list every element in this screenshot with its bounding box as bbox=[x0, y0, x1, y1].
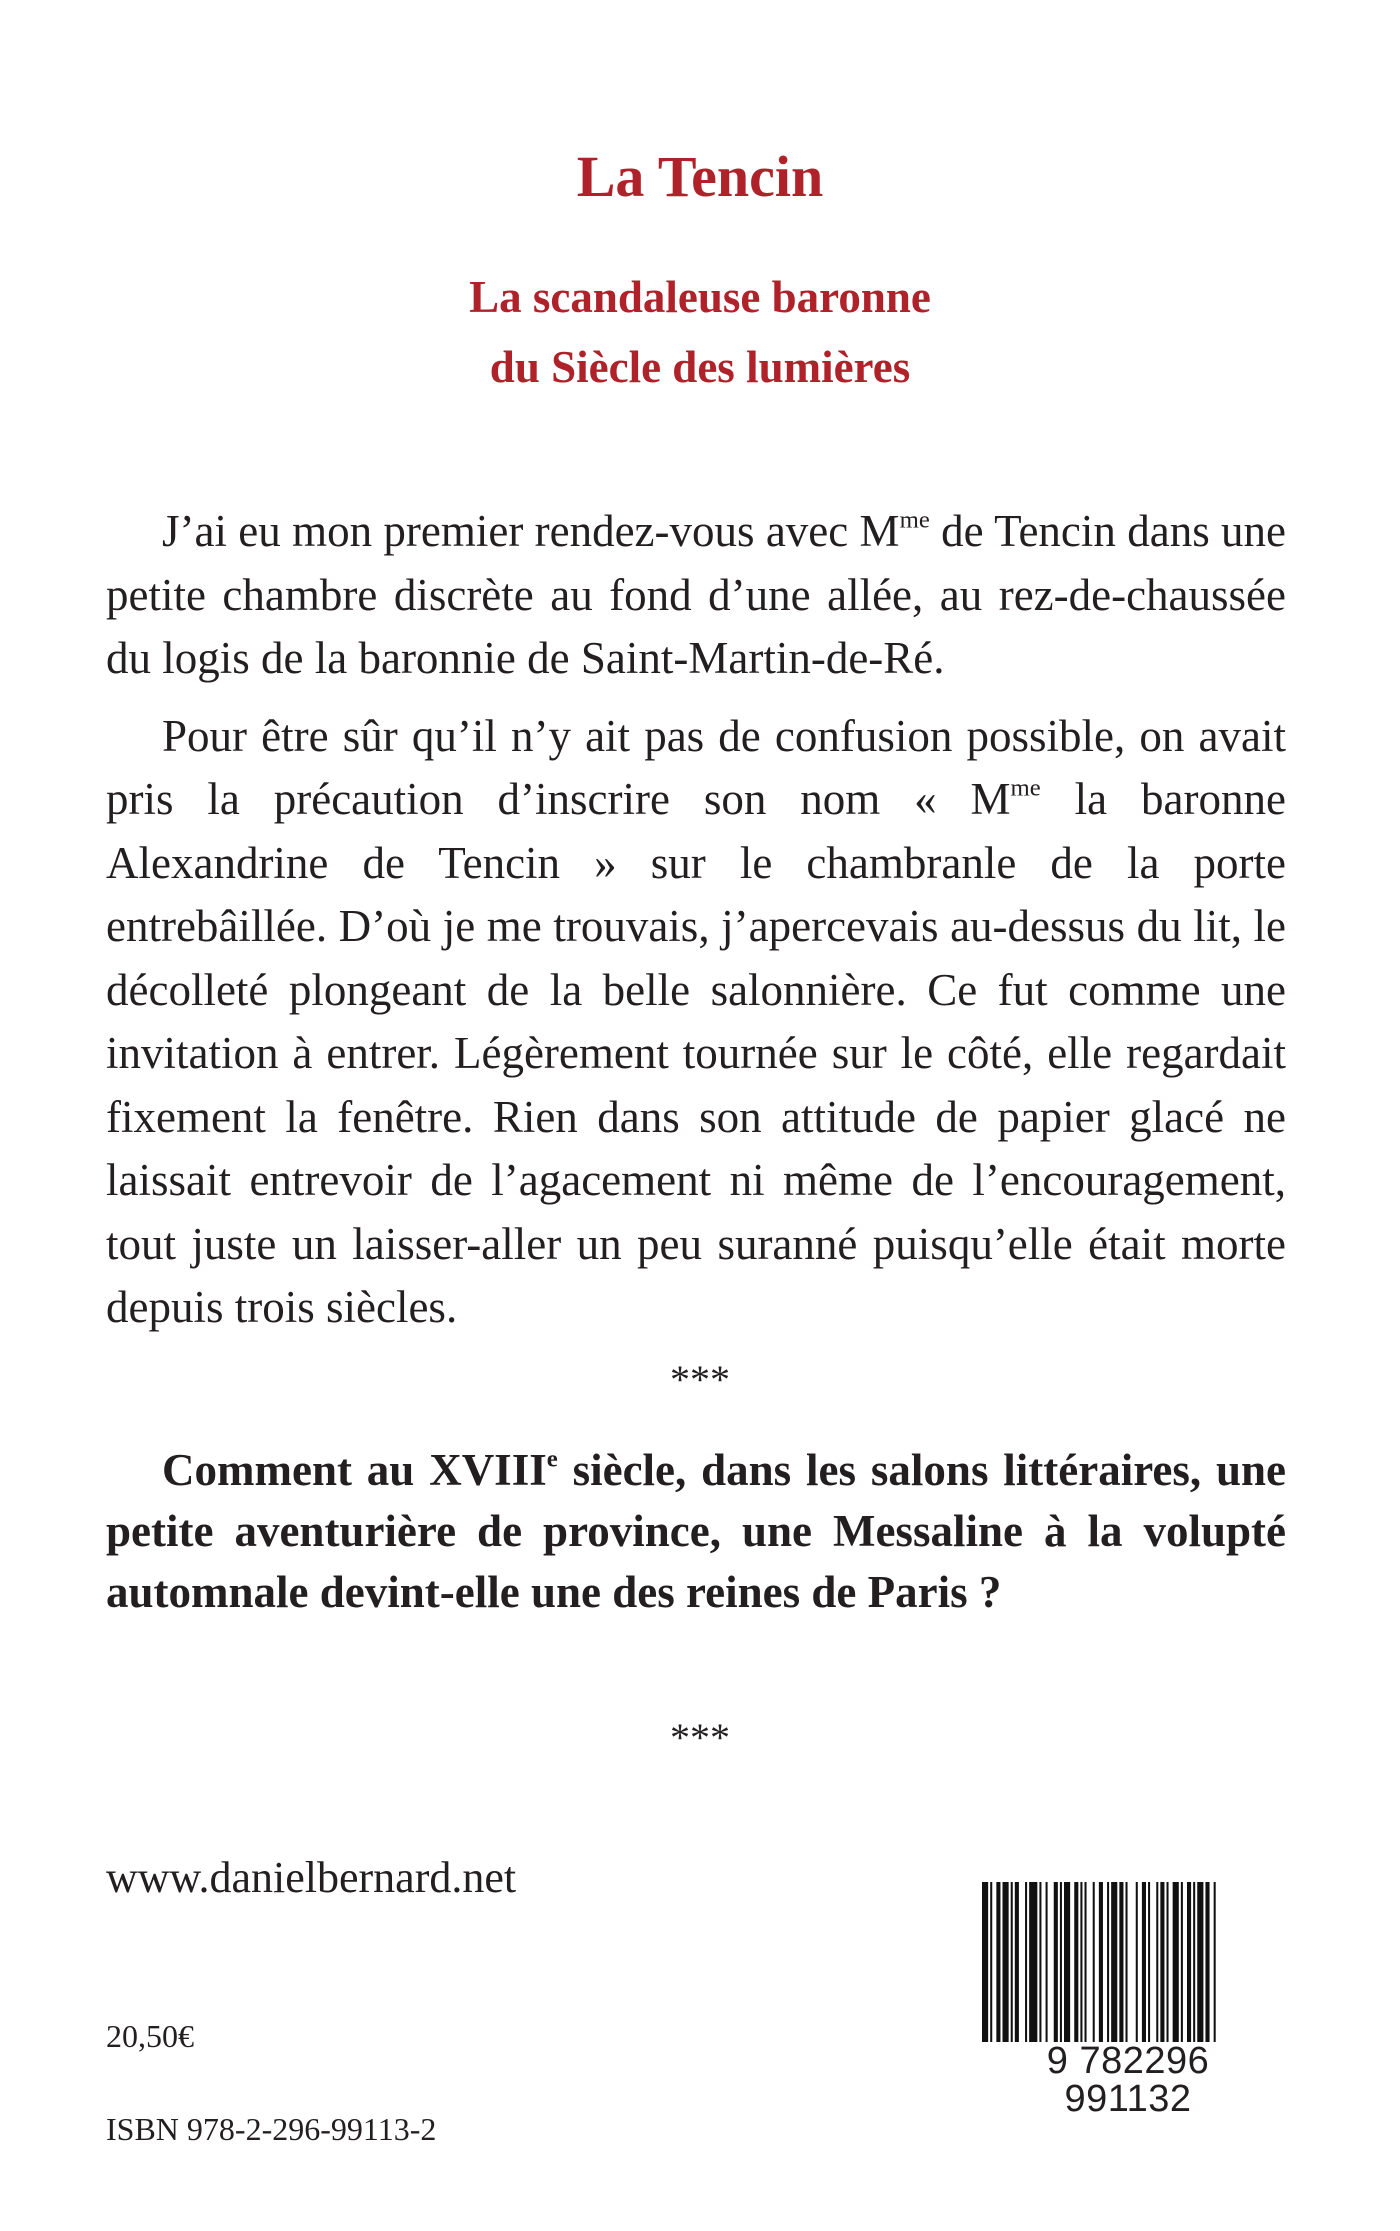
pitch-question: Comment au XVIIIe siècle, dans les salons littéraires, une petite aventurière de province, une Messaline à la volupté automnale devint-elle une des reines de Paris ? bbox=[106, 1445, 1287, 1617]
separator-stars-1: *** bbox=[670, 1357, 730, 1402]
website-url: www.danielbernard.net bbox=[106, 1853, 517, 1902]
barcode bbox=[980, 1882, 1276, 2120]
price-label: 20,50€ bbox=[106, 2018, 194, 2054]
blurb-paragraph-2: Pour être sûr qu’il n’y ait pas de confusion possible, on avait pris la précaution d’inscrire son nom « $M^{me}$ la baronne Alexandrine de Tencin » sur le chambranle de la porte entrebâillée. D’où je me trouvais, j’apercevais au-dessus du lit, le décolleté plongeant de la belle salonnière. Ce fut comme une invitation à entrer. Légèrement tournée sur le côté, elle regardait fixement la fenêtre. Rien dans son attitude de papier glacé ne laissait entrevoir de l’agacement ni même de l’encouragement, tout juste un laisser-aller un peu suranné puisqu’elle était morte depuis trois siècles. bbox=[106, 710, 1286, 1332]
separator-stars-2: *** bbox=[670, 1715, 730, 1760]
book-title: La Tencin bbox=[576, 144, 824, 209]
barcode-digits: 9 782296 991132 bbox=[980, 2042, 1276, 2118]
blurb-text bbox=[106, 500, 1286, 1340]
subtitle-line-2: du Siècle des lumières bbox=[489, 342, 911, 392]
book-subtitle bbox=[0, 262, 1400, 402]
blurb-paragraph-1: J’ai eu mon premier rendez-vous avec $M^{me}$ de Tencin dans une petite chambre discrète au fond d’une allée, au rez-de-chaussée du logis de la baronnie de Saint-Martin-de-Ré. bbox=[106, 506, 1286, 683]
subtitle-line-1: La scandaleuse baronne bbox=[469, 272, 931, 322]
isbn-label: ISBN 978-2-296-99113-2 bbox=[106, 2111, 437, 2147]
